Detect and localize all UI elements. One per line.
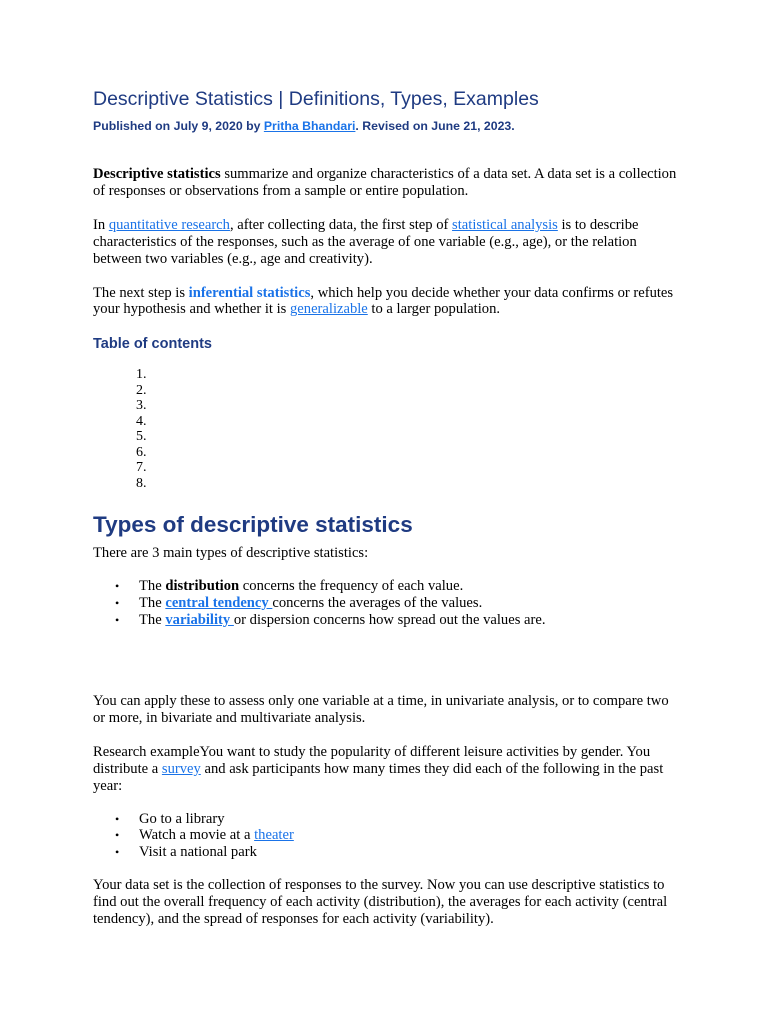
- closing-paragraph: Your data set is the collection of responses to the survey. Now you can use descriptive statistics to find out the overall frequency of each activity (distribution), the averages for each activity (central tendency), and the spread of responses for each activity (variability).: [93, 877, 668, 928]
- section-heading-types: Types of descriptive statistics: [93, 512, 413, 538]
- bullet-icon: •: [115, 828, 120, 843]
- bullet-icon: •: [115, 579, 120, 594]
- link-statistical-analysis[interactable]: statistical analysis: [452, 216, 558, 233]
- revised-date: . Revised on June 21, 2023.: [355, 119, 515, 133]
- activities-list: [93, 811, 683, 862]
- list-item-variability: • The variability or dispersion concerns how spread out the values are.: [115, 612, 546, 629]
- bullet-icon: •: [115, 811, 120, 826]
- list-item-central-tendency: • The central tendency concerns the averages of the values.: [115, 595, 483, 612]
- author-link[interactable]: Pritha Bhandari: [263, 119, 356, 133]
- link-central-tendency[interactable]: central tendency: [165, 595, 273, 612]
- list-item-national-park: • Visit a national park: [115, 844, 257, 861]
- intro-paragraph-1: Descriptive statistics summarize and organize characteristics of a data set. A data set is a collection of responses or observations from a sample or entire population.: [93, 166, 677, 199]
- link-variability[interactable]: variability: [165, 612, 234, 629]
- types-lead: There are 3 main types of descriptive statistics:: [93, 545, 369, 562]
- intro-paragraph-3: The next step is inferential statistics, which help you decide whether your data confirms or refutes your hypothesis and whether it is generalizable to a larger population.: [93, 284, 674, 318]
- toc-item-4[interactable]: 4.: [136, 413, 147, 429]
- toc-item-1[interactable]: 1.: [136, 367, 147, 383]
- apply-paragraph: You can apply these to assess only one variable at a time, in univariate analysis, or to compare two or more, in bivariate and multivariate analysis.: [93, 692, 669, 726]
- bullet-icon: •: [115, 596, 120, 611]
- toc-item-3[interactable]: 3.: [136, 398, 147, 414]
- types-list: [93, 578, 683, 629]
- toc-item-6[interactable]: 6.: [136, 444, 147, 460]
- link-generalizable[interactable]: generalizable: [290, 301, 368, 318]
- list-item-movie: • Watch a movie at a theater: [115, 827, 294, 844]
- link-inferential-statistics[interactable]: inferential statistics: [188, 284, 311, 301]
- term-distribution: distribution: [165, 578, 240, 595]
- byline: [93, 118, 683, 135]
- toc-item-5[interactable]: 5.: [136, 429, 147, 445]
- toc-list: [93, 367, 683, 491]
- page-title: Descriptive Statistics | Definitions, Types, Examples: [93, 88, 539, 110]
- list-item-library: • Go to a library: [115, 810, 225, 827]
- bullet-icon: •: [115, 613, 120, 628]
- list-item-distribution: • The distribution concerns the frequency of each value.: [115, 578, 464, 595]
- bullet-icon: •: [115, 845, 120, 860]
- published-date: Published on July 9, 2020 by: [93, 119, 264, 133]
- toc-item-2[interactable]: 2.: [136, 382, 147, 398]
- toc-item-7[interactable]: 7.: [136, 460, 147, 476]
- toc-title: Table of contents: [93, 336, 212, 353]
- article-content: [93, 86, 683, 928]
- research-example-paragraph: Research exampleYou want to study the popularity of different leisure activities by gender. You distribute a survey and ask participants how many times they did each of the following in the past year:: [93, 743, 664, 794]
- toc-item-8[interactable]: 8.: [136, 475, 147, 491]
- link-survey[interactable]: survey: [161, 760, 201, 777]
- term-descriptive-statistics: Descriptive statistics: [93, 166, 221, 182]
- link-theater[interactable]: theater: [254, 827, 294, 844]
- link-quantitative-research[interactable]: quantitative research: [108, 216, 230, 233]
- intro-paragraph-2: In quantitative research, after collecting data, the first step of statistical analysis is to describe characteristics of the responses, such as the average of one variable (e.g., age), or the relation between two variables (e.g., age and creativity).: [93, 216, 639, 267]
